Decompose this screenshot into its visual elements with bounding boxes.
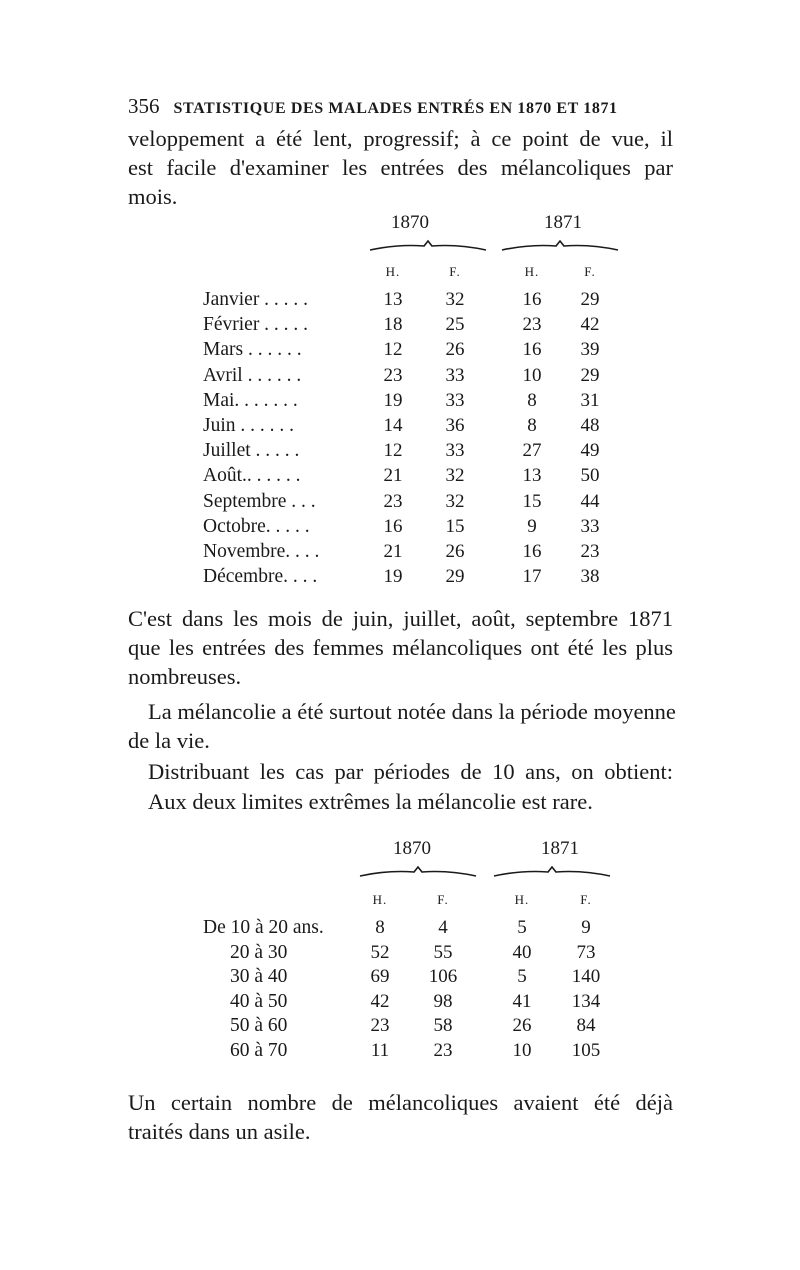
table-cell: 12	[383, 440, 403, 462]
table-cell: 10	[512, 1040, 532, 1061]
table-cell: 36	[445, 415, 465, 436]
text-line: nombreuses.	[128, 664, 242, 689]
text-line: Distribuant les cas par périodes de 10 ans, on obtient:	[148, 759, 673, 784]
text-line: que les entrées des femmes mélancoliques ont été les plus	[128, 635, 673, 660]
table-cell: 55	[433, 941, 453, 963]
table-cell: 44	[580, 490, 600, 512]
table-cell: 32	[445, 490, 465, 512]
table-cell: 69	[370, 966, 390, 988]
month-label: Novembre. . . .	[203, 541, 320, 562]
middle-paragraph	[148, 757, 673, 786]
age-range-label: De 10 à 20 ans.	[203, 917, 324, 938]
brace-icon	[358, 864, 478, 880]
table-cell: 58	[433, 1015, 453, 1037]
column-header-h: H.	[372, 892, 388, 907]
month-label: Août.. . . . . .	[203, 465, 301, 487]
table-cell: 29	[580, 289, 600, 310]
table-cell: 16	[522, 339, 542, 361]
table-cell: 41	[512, 990, 532, 1012]
month-label: Décembre. . . .	[203, 566, 318, 588]
brace-icon	[500, 238, 620, 254]
table-cell: 21	[383, 465, 403, 487]
middle-paragraph	[148, 697, 676, 726]
table-cell: 11	[370, 1040, 390, 1061]
table-cell: 32	[445, 465, 465, 487]
table-cell: 50	[580, 465, 600, 487]
table-cell: 42	[370, 990, 390, 1012]
table-cell: 9	[581, 917, 591, 938]
table-cell: 26	[512, 1015, 532, 1037]
month-label: Septembre . . .	[203, 490, 316, 512]
table-cell: 5	[517, 917, 527, 938]
running-head	[128, 94, 678, 119]
table-cell: 19	[383, 389, 403, 411]
age-range-label: 20 à 30	[230, 941, 288, 963]
text-line: de la vie.	[128, 728, 210, 753]
middle-paragraph	[148, 787, 618, 816]
month-label: Juin . . . . . .	[203, 415, 295, 436]
column-header-f: F.	[580, 892, 592, 907]
running-title: STATISTIQUE DES MALADES ENTRÉS EN 1870 ET 1871	[173, 100, 618, 117]
age-range-label: 60 à 70	[230, 1040, 288, 1061]
table-cell: 26	[445, 541, 465, 562]
table-cell: 105	[571, 1040, 601, 1061]
month-label: Octobre. . . . .	[203, 515, 310, 537]
table-cell: 9	[527, 515, 537, 537]
table-cell: 29	[445, 566, 465, 588]
text-line: La mélancolie a été surtout notée dans la période moyenne	[148, 699, 676, 724]
table-cell: 31	[580, 389, 600, 411]
table-cell: 52	[370, 941, 390, 963]
column-header-h: H.	[385, 264, 401, 279]
table-cell: 14	[383, 415, 403, 436]
table-cell: 10	[522, 364, 542, 386]
text-line: Aux deux limites extrêmes la mélancolie est rare.	[148, 789, 593, 814]
table-cell: 48	[580, 415, 600, 436]
table-cell: 12	[383, 339, 403, 361]
month-label: Juillet . . . . .	[203, 440, 300, 462]
table-cell: 8	[375, 917, 385, 938]
column-header-f: F.	[584, 264, 596, 279]
table-cell: 33	[580, 515, 600, 537]
brace-icon	[368, 238, 488, 254]
middle-paragraph	[128, 726, 673, 755]
column-header-f: F.	[449, 264, 461, 279]
table-cell: 16	[383, 515, 403, 537]
table-cell: 134	[571, 990, 601, 1012]
year-heading: 1870	[393, 838, 431, 859]
middle-paragraph	[128, 604, 673, 691]
year-heading: 1870	[391, 212, 429, 233]
table-cell: 8	[527, 389, 537, 411]
table-cell: 33	[445, 440, 465, 462]
table-cell: 15	[445, 515, 465, 537]
table-cell: 15	[522, 490, 542, 512]
table-cell: 39	[580, 339, 600, 361]
table-cell: 29	[580, 364, 600, 386]
column-header-h: H.	[514, 892, 530, 907]
table-cell: 23	[383, 364, 403, 386]
table-cell: 23	[370, 1015, 390, 1037]
table-cell: 42	[580, 314, 600, 336]
table-cell: 25	[445, 314, 465, 336]
table-cell: 19	[383, 566, 403, 588]
table-cell: 106	[428, 966, 458, 988]
month-label: Mai. . . . . . .	[203, 389, 298, 411]
table-cell: 8	[527, 415, 537, 436]
closing-paragraph	[128, 1088, 673, 1146]
age-range-label: 50 à 60	[230, 1015, 288, 1037]
table-cell: 23	[433, 1040, 453, 1061]
month-label: Janvier . . . . .	[203, 289, 309, 310]
year-heading: 1871	[544, 212, 582, 233]
table-cell: 73	[576, 941, 596, 963]
intro-paragraph	[128, 124, 673, 211]
table-cell: 23	[580, 541, 600, 562]
age-range-label: 30 à 40	[230, 966, 288, 988]
table-cell: 27	[522, 440, 542, 462]
table-cell: 33	[445, 364, 465, 386]
year-heading: 1871	[541, 838, 579, 859]
month-label: Février . . . . .	[203, 314, 309, 336]
table-cell: 4	[438, 917, 448, 938]
column-header-h: H.	[524, 264, 540, 279]
brace-icon	[492, 864, 612, 880]
text-line: est facile d'examiner les entrées des mélancoliques par	[128, 155, 673, 180]
text-line: traités dans un asile.	[128, 1119, 311, 1144]
table-cell: 49	[580, 440, 600, 462]
table-cell: 23	[522, 314, 542, 336]
table-cell: 16	[522, 289, 542, 310]
table-cell: 84	[576, 1015, 596, 1037]
text-line: veloppement a été lent, progressif; à ce point de vue, il	[128, 126, 673, 151]
table-cell: 26	[445, 339, 465, 361]
text-line: mois.	[128, 184, 178, 209]
table-cell: 98	[433, 990, 453, 1012]
column-header-f: F.	[437, 892, 449, 907]
table-cell: 21	[383, 541, 403, 562]
table-cell: 40	[512, 941, 532, 963]
table-cell: 23	[383, 490, 403, 512]
text-line: Un certain nombre de mélancoliques avaient été déjà	[128, 1090, 673, 1115]
table-cell: 32	[445, 289, 465, 310]
month-label: Mars . . . . . .	[203, 339, 302, 361]
text-line: C'est dans les mois de juin, juillet, août, septembre 1871	[128, 606, 673, 631]
table-cell: 13	[383, 289, 403, 310]
month-label: Avril . . . . . .	[203, 364, 302, 386]
table-cell: 5	[517, 966, 527, 988]
table-cell: 17	[522, 566, 542, 588]
table-cell: 140	[571, 966, 601, 988]
table-cell: 13	[522, 465, 542, 487]
age-range-label: 40 à 50	[230, 990, 288, 1012]
table-cell: 38	[580, 566, 600, 588]
table-cell: 33	[445, 389, 465, 411]
page-number: 356	[128, 94, 160, 118]
table-cell: 18	[383, 314, 403, 336]
table-cell: 16	[522, 541, 542, 562]
